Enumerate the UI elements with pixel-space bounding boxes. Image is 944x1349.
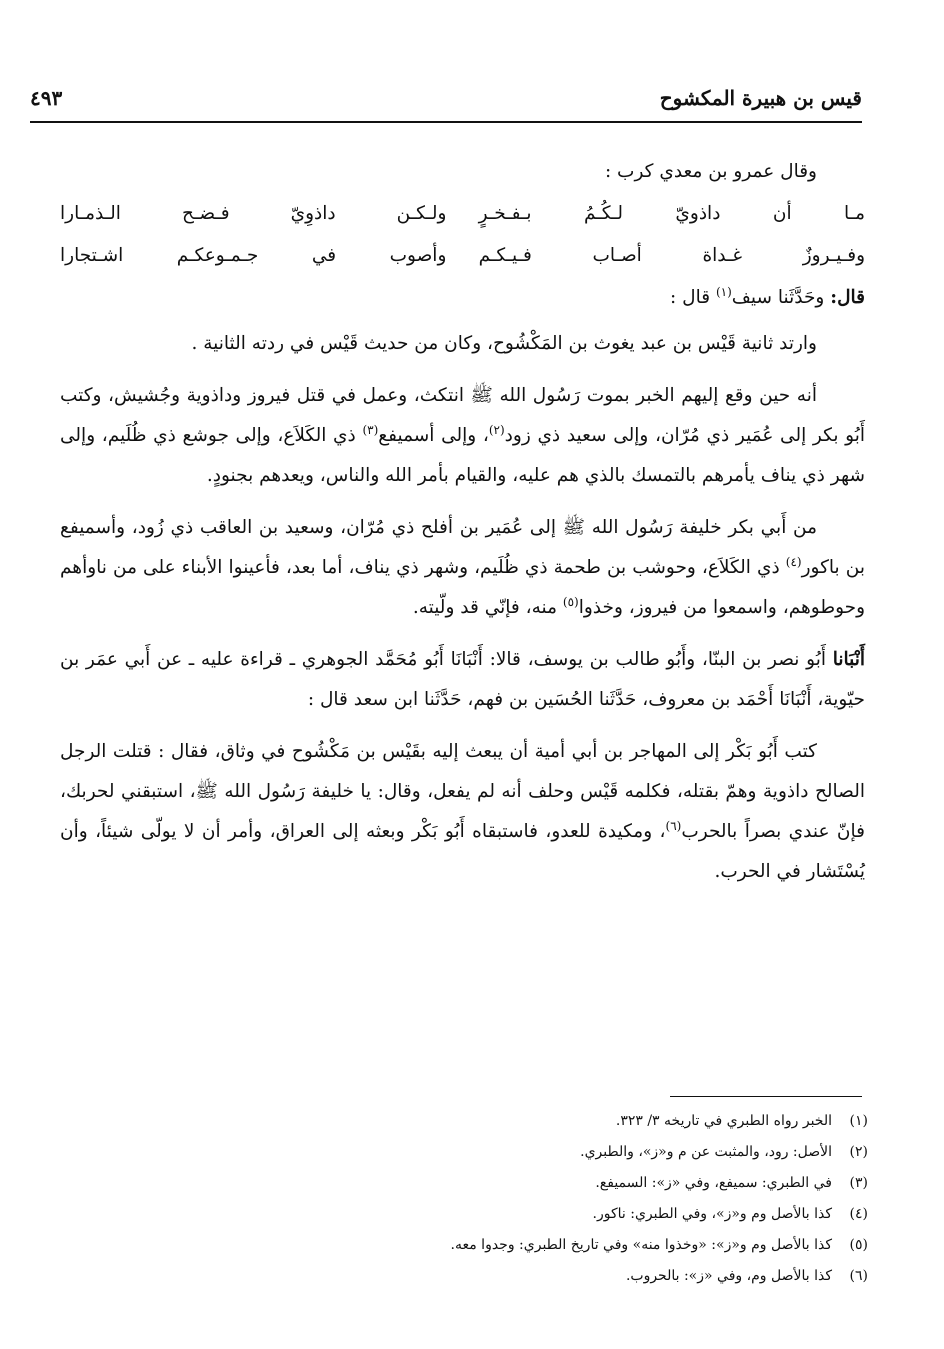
footnote-text: الخبر رواه الطبري في تاريخه ٣/ ٣٢٣. <box>615 1113 832 1129</box>
paragraph-text: ، ومكيدة للعدو، فاستبقاه أَبُو بَكْر وبعثه إلى العراق، وأمر أن لا يولّى شيئاً، وأن يُسْتَشار في الحرب. <box>60 821 865 882</box>
verse-first-hemistich: وفـيـروزٌ غـداة أصـاب فـيـكـم <box>478 245 865 266</box>
footnote-number: (٣) <box>849 1175 868 1191</box>
footnote-ref[interactable]: (٤) <box>785 554 802 569</box>
poem-verse <box>60 236 865 276</box>
main-text <box>60 152 865 904</box>
paragraph: وارتد ثانية قَيْس بن عبد يغوث بن المَكْشُوح، وكان من حديث قَيْس في ردته الثانية . <box>191 333 817 354</box>
footnote-ref[interactable]: (٦) <box>665 818 682 833</box>
poem-intro: وقال عمرو بن معدي كرب : <box>604 161 817 182</box>
page-number: ٤٩٣ <box>30 86 63 110</box>
footnote-number: (٥) <box>849 1237 868 1253</box>
isnad-label: قال: <box>830 287 865 308</box>
header-rule <box>30 121 862 123</box>
paragraph <box>60 640 865 720</box>
footnote-text: الأصل: رود، والمثبت عن م و«ز»، والطبري. <box>580 1144 832 1160</box>
footnote-number: (١) <box>849 1113 868 1129</box>
footnotes <box>160 1106 868 1292</box>
verse-first-hemistich: مـا أن داذويّ لـكُـمُ بـفـخـرٍ <box>478 203 865 224</box>
footnote <box>160 1137 868 1168</box>
footnote-text: كذا بالأصل وم و«ز»، وفي الطبري: ناكور. <box>592 1206 832 1222</box>
footnote <box>160 1261 868 1292</box>
footnote-number: (٦) <box>849 1268 868 1284</box>
footnote-text: كذا بالأصل وم، وفي «ز»: بالحروب. <box>625 1268 832 1284</box>
paragraph <box>60 508 865 628</box>
paragraph-text: ذي الكَلاَع، وحوشب بن طحمة ذي ظُلَيم، وشهر ذي يناف، أما بعد، فأعينوا الأبناء على من ناوأهم وحوطوهم، واسمعوا من فيروز، وخذوا <box>60 557 865 618</box>
chapter-title: قيس بن هبيرة المكشوح <box>659 86 862 110</box>
footnote-text: كذا بالأصل وم و«ز»: «وخذوا منه» وفي تاريخ الطبري: وجدوا معه. <box>450 1237 832 1253</box>
paragraph-text: منه، فإنّي قد ولّيته. <box>412 597 563 618</box>
running-head <box>30 83 862 113</box>
isnad-line <box>60 278 865 318</box>
isnad-text: قال : <box>670 287 716 308</box>
footnote-text: في الطبري: سميفع، وفي «ز»: السميفع. <box>595 1175 832 1191</box>
footnote <box>160 1199 868 1230</box>
footnote-ref[interactable]: (٢) <box>488 422 505 437</box>
paragraph-text: ذي الكَلاَع، وإلى جوشع ذي ظُلَيم، وإلى شهر ذي يناف يأمرهم بالتمسك بالذي هم عليه، والقيام بأمر الله والناس، ويعدهم بجنودٍ. <box>60 425 865 486</box>
paragraph-text: ، وإلى أسميفع <box>378 425 489 446</box>
paragraph-text: كتب أَبُو بَكْر إلى المهاجر بن أبي أمية أن يبعث إليه بقَيْس بن مَكْشُوح في وثاق، فقال : قتلت الرجل الصالح داذوية وهمّ بقتله، فكلمه قَيْس وحلف أنه لم يفعل، وقال: يا خليفة رَسُول الله ﷺ، استبقني لحربك، فإنّ عندي بصراً بالحرب <box>60 741 865 842</box>
isnad-text: وحَدَّثَنا سيف <box>731 287 831 308</box>
footnote-number: (٤) <box>849 1206 868 1222</box>
footnote <box>160 1106 868 1137</box>
paragraph-text: أَبُو نصر بن البنّا، وأَبُو طالب بن يوسف، قالا: أَنْبَانَا أَبُو مُحَمَّد الجوهري ـ قراءة عليه ـ عن أَبي عمَر بن حيّوية، أَنْبَانَا أَحْمَد بن معروف، حَدَّثَنا الحُسَين بن فهم، حَدَّثَنا ابن سعد قال : <box>60 649 865 710</box>
verse-second-hemistich: وأصوب في جـمـوعكـم اشـتجارا <box>60 245 447 266</box>
paragraph <box>60 732 865 892</box>
footnote <box>160 1168 868 1199</box>
paragraph <box>60 376 865 496</box>
footnote-ref[interactable]: (٥) <box>562 594 579 609</box>
isnad-label: أَنْبَانا <box>832 649 865 670</box>
footnote-ref[interactable]: (٣) <box>362 422 379 437</box>
footnote-separator <box>670 1096 862 1097</box>
paragraph-text: من أَبي بكر خليفة رَسُول الله ﷺ إلى عُمَير بن أفلح ذي مُرّان، وسعيد بن العاقب ذي زُود، وأسميفع بن باكور <box>60 517 865 578</box>
poem-verse <box>60 194 865 234</box>
paragraph-text: أنه حين وقع إليهم الخبر بموت رَسُول الله ﷺ انتكث، وعمل في قتل فيروز وداذوية وجُشيش، وكتب أَبُو بكر إلى عُمَير ذي مُرّان، وإلى سعيد ذي زود <box>60 385 865 446</box>
footnote-ref[interactable]: (١) <box>715 284 732 299</box>
verse-second-hemistich: ولـكـن داذوِيّ فـضـح الـذمـارا <box>60 203 447 224</box>
footnote <box>160 1230 868 1261</box>
footnote-number: (٢) <box>849 1144 868 1160</box>
